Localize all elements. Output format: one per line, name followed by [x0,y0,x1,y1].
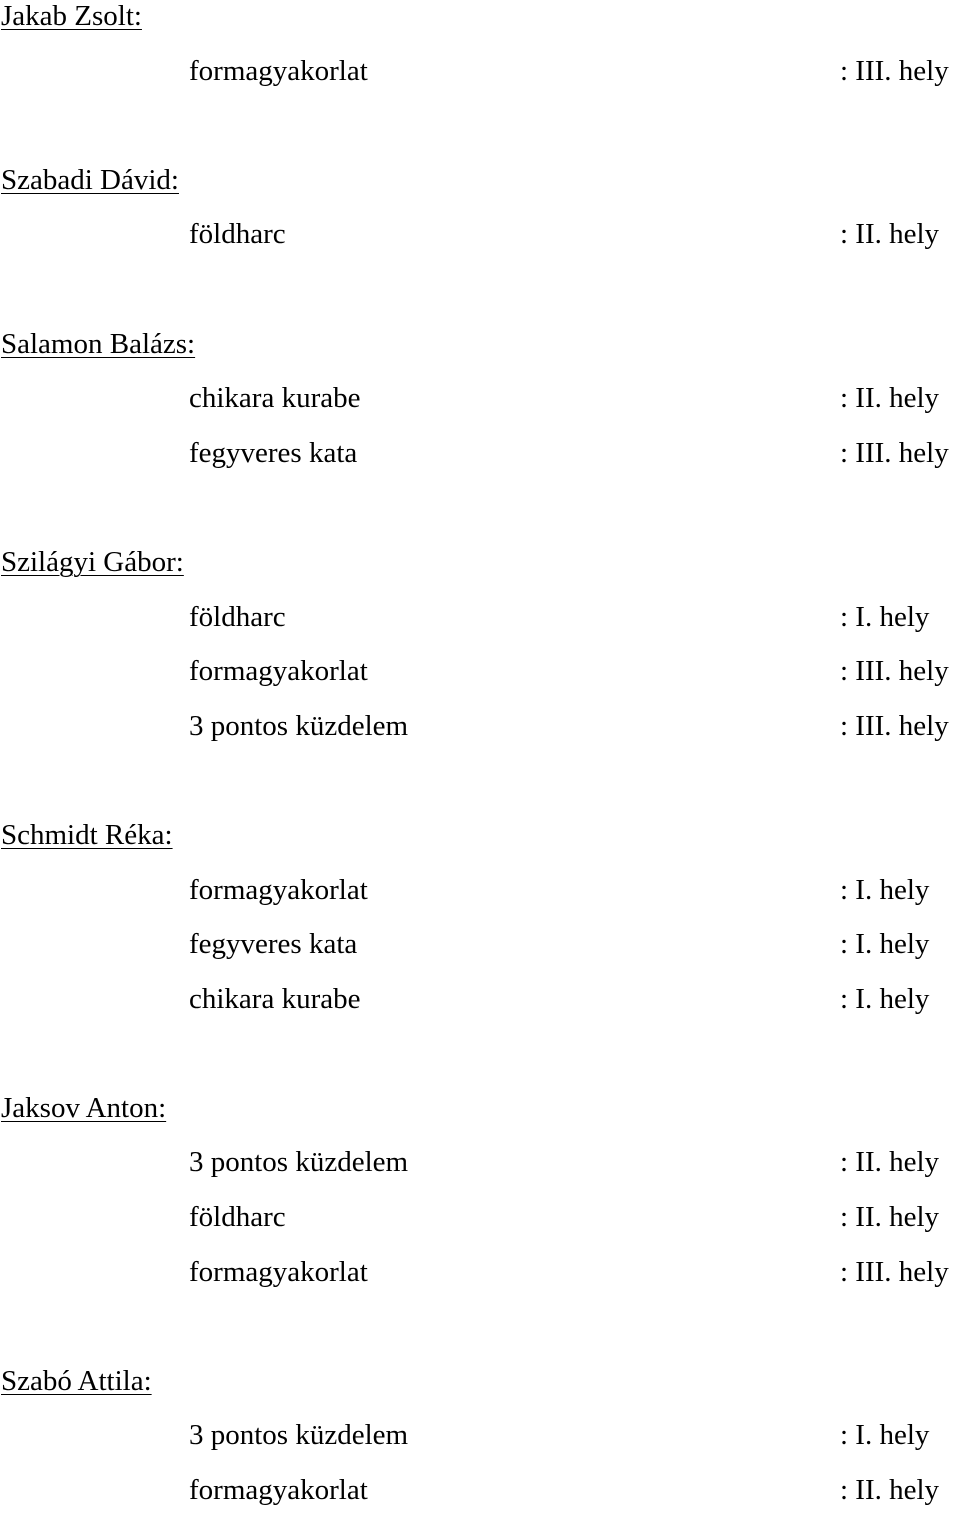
event-name: 3 pontos küzdelem [189,709,409,742]
result-row [0,1419,960,1474]
placement: : II. hely [840,1146,940,1179]
result-row [0,874,960,929]
result-row [0,382,960,437]
result-row [0,601,960,656]
placement: : III. hely [840,709,949,742]
event-name: 3 pontos küzdelem [189,1419,409,1452]
event-name: chikara kurabe [189,982,361,1015]
person-name: Salamon Balázs: [1,327,196,360]
placement: : I. hely [840,928,930,961]
section-spacer [0,273,960,328]
placement: : II. hely [840,1201,940,1234]
result-row [0,710,960,765]
person-entry [0,328,960,546]
event-name: 3 pontos küzdelem [189,1146,409,1179]
result-row [0,1201,960,1256]
person-entry [0,546,960,819]
person-name: Szabó Attila: [1,1364,152,1397]
person-entry [0,1092,960,1365]
result-row [0,928,960,983]
placement: : III. hely [840,1255,949,1288]
event-name: földharc [189,1201,286,1234]
event-name: fegyveres kata [189,928,358,961]
placement: : II. hely [840,1474,940,1507]
event-name: chikara kurabe [189,382,361,415]
result-row [0,55,960,110]
placement: : I. hely [840,873,930,906]
result-row [0,983,960,1038]
section-spacer [0,109,960,164]
placement: : II. hely [840,218,940,251]
placement: : I. hely [840,982,930,1015]
section-spacer [0,491,960,546]
result-row [0,1474,960,1529]
section-spacer [0,764,960,819]
person-name-row [0,0,960,55]
event-name: földharc [189,218,286,251]
section-spacer [0,1310,960,1365]
person-name-row [0,164,960,219]
placement: : I. hely [840,1419,930,1452]
person-name-row [0,1092,960,1147]
placement: : III. hely [840,54,949,87]
person-entry [0,819,960,1092]
placement: : III. hely [840,655,949,688]
event-name: fegyveres kata [189,436,358,469]
person-name-row [0,546,960,601]
person-name-row [0,819,960,874]
person-name: Jakab Zsolt: [1,0,142,32]
person-name: Jaksov Anton: [1,1091,167,1124]
event-name: formagyakorlat [189,655,368,688]
person-entry [0,164,960,328]
placement: : III. hely [840,436,949,469]
event-name: formagyakorlat [189,1255,368,1288]
event-name: formagyakorlat [189,873,368,906]
person-entry [0,1365,960,1529]
result-row [0,437,960,492]
placement: : I. hely [840,600,930,633]
event-name: formagyakorlat [189,54,368,87]
person-name: Schmidt Réka: [1,818,173,851]
result-row [0,655,960,710]
placement: : II. hely [840,382,940,415]
section-spacer [0,1037,960,1092]
result-row [0,1146,960,1201]
person-name: Szabadi Dávid: [1,163,179,196]
person-name-row [0,328,960,383]
event-name: földharc [189,600,286,633]
result-row [0,218,960,273]
person-name-row [0,1365,960,1420]
person-name: Szilágyi Gábor: [1,545,184,578]
result-row [0,1256,960,1311]
person-entry [0,0,960,164]
event-name: formagyakorlat [189,1474,368,1507]
